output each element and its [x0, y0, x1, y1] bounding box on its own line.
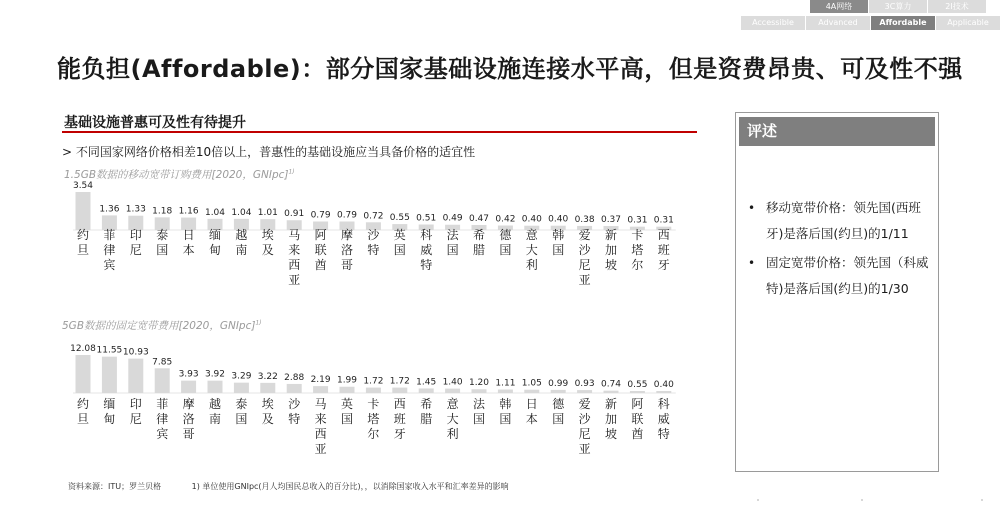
footer-note: 1) 单位使用GNIpc(月人均国民总收入的百分比)，，以消除国家收入水平和汇率差异的影响 [191, 482, 509, 491]
bar [102, 357, 117, 393]
bar [76, 355, 91, 393]
bar [419, 388, 434, 393]
data-label: 3.54 [72, 181, 94, 191]
bar [551, 390, 566, 393]
data-label: 12.08 [70, 344, 96, 354]
tab-accessible[interactable]: Accessible [741, 16, 805, 30]
review-title: 评述 [739, 117, 935, 146]
category-label: 西班牙 [393, 397, 406, 441]
data-label: 3.93 [178, 369, 199, 380]
review-panel [735, 112, 939, 472]
fixed-broadband-price-chart [0, 335, 720, 470]
category-label: 菲律宾 [103, 228, 116, 272]
data-label: 3.29 [231, 371, 252, 382]
category-label: 希腊 [420, 397, 433, 426]
data-label: 1.40 [442, 377, 463, 388]
bar [630, 391, 645, 393]
mobile-broadband-price-chart [0, 180, 720, 290]
section-title: 基础设施普惠可及性有待提升 [64, 115, 246, 131]
data-label: 1.99 [336, 375, 358, 386]
bar [313, 386, 328, 393]
footer-source: 资料来源：ITU；罗兰贝格 [68, 482, 162, 491]
category-label: 英国 [393, 228, 406, 257]
category-label: 缅甸 [208, 228, 222, 257]
data-label: 1.01 [257, 208, 278, 219]
section-bullet: > 不同国家网络价格相差10倍以上，普惠性的基础设施应当具备价格的适宜性 [62, 145, 476, 159]
bar [181, 381, 196, 393]
tab-4a-network[interactable]: 4A网络 [810, 0, 868, 13]
section-divider [62, 131, 697, 133]
bar [498, 390, 513, 393]
data-label: 10.93 [122, 347, 149, 358]
data-label: 0.42 [495, 214, 516, 225]
category-label: 埃及 [261, 397, 274, 426]
category-label: 马来西亚 [314, 397, 327, 456]
data-label: 0.40 [548, 214, 569, 225]
category-label: 菲律宾 [156, 397, 169, 441]
category-label: 希腊 [472, 228, 486, 257]
category-label: 越南 [208, 397, 222, 426]
category-label: 爱沙尼亚 [578, 397, 591, 456]
category-label: 缅甸 [103, 397, 116, 426]
bar [604, 391, 619, 393]
category-label: 沙特 [288, 397, 301, 426]
bar [234, 383, 249, 393]
chart-title-fixed-text: 5GB数据的固定宽带费用[2020，GNIpc] [62, 320, 256, 332]
data-label: 2.19 [310, 375, 331, 386]
category-label: 泰国 [235, 397, 248, 426]
category-label: 泰国 [156, 228, 169, 257]
category-label: 印尼 [129, 228, 142, 257]
data-label: 1.11 [495, 378, 516, 389]
data-label: 1.72 [363, 376, 384, 387]
chart-title-mobile-text: 1.5GB数据的移动宽带订购费用[2020，GNIpc] [64, 169, 289, 181]
category-label: 法国 [472, 397, 486, 426]
bar [208, 381, 223, 393]
chart-title-mobile-note: 1) [288, 168, 295, 176]
data-label: 0.91 [284, 209, 305, 220]
category-label: 日本 [525, 397, 538, 426]
chart-title-fixed-note: 1) [255, 319, 262, 327]
category-label: 沙特 [367, 228, 380, 257]
bar [656, 391, 671, 393]
tab-applicable[interactable]: Applicable [936, 16, 1000, 30]
data-label: 0.51 [416, 213, 437, 224]
data-label: 1.04 [204, 207, 226, 218]
data-label: 3.92 [204, 369, 226, 380]
category-label: 科威特 [420, 228, 433, 272]
data-label: 0.99 [548, 378, 569, 389]
tab-3c-compute[interactable]: 3C算力 [869, 0, 927, 13]
data-label: 11.55 [96, 345, 123, 356]
top-nav-tabs [809, 0, 986, 13]
category-label: 印尼 [129, 397, 142, 426]
data-label: 1.45 [416, 377, 437, 388]
bar [472, 389, 487, 393]
data-label: 0.31 [627, 215, 648, 226]
data-label: 1.33 [125, 204, 146, 215]
chart-title-fixed [62, 318, 262, 333]
category-label: 约旦 [76, 228, 90, 257]
data-label: 1.16 [178, 206, 199, 217]
review-item: • 移动宽带价格：领先国(西班牙)是落后国(约旦)的1/11 [746, 195, 930, 247]
category-label: 爱沙尼亚 [578, 228, 591, 287]
data-label: 3.22 [257, 371, 278, 382]
bar [260, 383, 275, 393]
data-label: 0.74 [600, 379, 622, 390]
data-label: 0.37 [600, 215, 622, 226]
data-label: 1.18 [152, 206, 173, 217]
category-label: 马来西亚 [288, 228, 301, 287]
bar [577, 390, 592, 393]
review-item: • 固定宽带价格：领先国（科威特)是落后国(约旦)的1/30 [746, 250, 930, 302]
data-label: 0.47 [468, 213, 490, 224]
data-label: 2.88 [284, 372, 305, 383]
category-label: 西班牙 [657, 228, 670, 272]
category-label: 法国 [446, 228, 459, 257]
category-label: 新加坡 [604, 397, 618, 441]
category-label: 意大利 [446, 397, 459, 441]
category-label: 摩洛哥 [340, 228, 354, 272]
data-label: 1.72 [389, 376, 410, 387]
page-title: 能负担(Affordable)：部分国家基础设施连接水平高，但是资费昂贵、可及性不强 [57, 55, 963, 83]
category-label: 阿联酋 [314, 228, 327, 272]
category-label: 卡塔尔 [367, 397, 380, 441]
data-label: 0.79 [336, 210, 358, 221]
sub-nav-tabs [740, 16, 1000, 30]
data-label: 1.20 [468, 378, 490, 389]
category-label: 德国 [552, 397, 565, 426]
category-label: 日本 [182, 228, 195, 257]
category-label: 科威特 [657, 397, 670, 441]
category-label: 阿联酋 [631, 397, 644, 441]
category-label: 意大利 [525, 228, 538, 272]
data-label: 0.79 [310, 210, 331, 221]
data-label: 0.55 [627, 380, 648, 390]
bar [392, 388, 407, 393]
bar [155, 368, 170, 393]
data-label: 1.04 [231, 207, 252, 218]
category-label: 约旦 [76, 397, 90, 426]
data-label: 1.05 [521, 378, 542, 389]
category-label: 埃及 [261, 228, 274, 257]
bar [340, 387, 355, 393]
category-label: 韩国 [499, 397, 512, 426]
tab-affordable[interactable]: Affordable [871, 16, 935, 30]
decorative-dots [752, 493, 992, 503]
data-label: 0.40 [653, 380, 674, 390]
data-label: 0.93 [574, 379, 595, 390]
bar [524, 390, 539, 393]
data-label: 0.40 [521, 214, 542, 225]
category-label: 卡塔尔 [631, 228, 644, 272]
category-label: 德国 [499, 228, 512, 257]
data-label: 0.55 [389, 213, 410, 224]
category-label: 英国 [340, 397, 354, 426]
bar [445, 389, 460, 393]
data-label: 0.72 [363, 211, 384, 222]
category-label: 新加坡 [604, 228, 618, 272]
review-list [746, 195, 930, 305]
bar [128, 359, 143, 393]
data-label: 1.36 [99, 204, 120, 215]
bar [287, 384, 302, 393]
footer [68, 481, 537, 492]
tab-advanced[interactable]: Advanced [806, 16, 870, 30]
category-label: 摩洛哥 [182, 397, 195, 441]
data-label: 7.85 [152, 357, 173, 368]
category-label: 韩国 [552, 228, 565, 257]
tab-2i-tech[interactable]: 2I技术 [928, 0, 986, 13]
data-label: 0.31 [653, 215, 674, 226]
category-label: 越南 [235, 228, 248, 257]
bar [76, 192, 91, 230]
data-label: 0.49 [442, 213, 463, 224]
bar [366, 388, 381, 393]
data-label: 0.38 [574, 214, 595, 225]
